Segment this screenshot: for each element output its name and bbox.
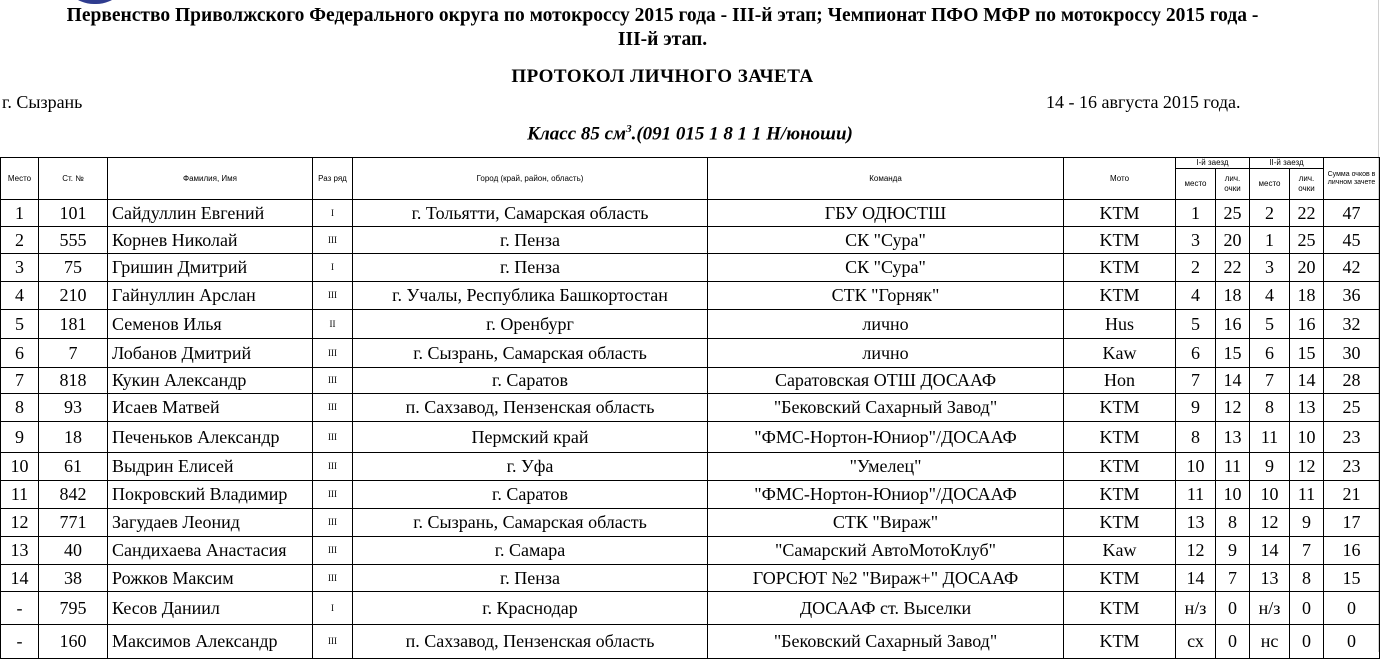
cell-p1: 11: [1176, 481, 1216, 509]
cell-o1: 8: [1216, 509, 1250, 537]
cell-name: Сайдуллин Евгений: [108, 200, 313, 227]
cell-p1: 14: [1176, 565, 1216, 592]
cell-p1: 4: [1176, 282, 1216, 310]
col-number: Ст. №: [39, 158, 108, 200]
cell-rank: I: [313, 200, 353, 227]
cell-moto: Hon: [1064, 368, 1176, 394]
col-race1: I-й заезд: [1176, 158, 1250, 169]
col-name: Фамилия, Имя: [108, 158, 313, 200]
cell-o1: 10: [1216, 481, 1250, 509]
cell-p1: сх: [1176, 625, 1216, 659]
class-heading: [0, 123, 1380, 145]
cell-o1: 12: [1216, 394, 1250, 422]
cell-o2: 11: [1290, 481, 1324, 509]
cell-p2: 13: [1250, 565, 1290, 592]
cell-moto: KTM: [1064, 254, 1176, 282]
cell-p2: 6: [1250, 339, 1290, 368]
cell-team: "Самарский АвтоМотоКлуб": [708, 537, 1064, 565]
cell-o2: 14: [1290, 368, 1324, 394]
cell-moto: Hus: [1064, 310, 1176, 339]
table-row: [1, 592, 1380, 625]
cell-city: г. Тольятти, Самарская область: [353, 200, 708, 227]
cell-o2: 25: [1290, 227, 1324, 254]
cell-team: "Бековский Сахарный Завод": [708, 625, 1064, 659]
cell-name: Печеньков Александр: [108, 422, 313, 453]
table-row: [1, 565, 1380, 592]
cell-city: г. Оренбург: [353, 310, 708, 339]
cell-place: 5: [1, 310, 39, 339]
title-line-1: Первенство Приволжского Федерального округа по мотокроссу 2015 года - III-й этап; Чемпионат ПФО МФР по мотокроссу 2015 года -: [66, 5, 1259, 26]
cell-p2: нс: [1250, 625, 1290, 659]
cell-team: ГОРСЮТ №2 "Вираж+" ДОСААФ: [708, 565, 1064, 592]
cell-city: г. Саратов: [353, 481, 708, 509]
cell-p1: 7: [1176, 368, 1216, 394]
cell-moto: KTM: [1064, 282, 1176, 310]
cell-p2: 14: [1250, 537, 1290, 565]
cell-rank: III: [313, 453, 353, 481]
cell-place: 3: [1, 254, 39, 282]
cell-sum: 0: [1324, 625, 1380, 659]
cell-o1: 16: [1216, 310, 1250, 339]
col-race1-place: место: [1176, 169, 1216, 200]
cell-name: Семенов Илья: [108, 310, 313, 339]
cell-o1: 13: [1216, 422, 1250, 453]
cell-place: 8: [1, 394, 39, 422]
cell-p2: 12: [1250, 509, 1290, 537]
cell-o1: 0: [1216, 625, 1250, 659]
cell-moto: KTM: [1064, 481, 1176, 509]
cell-place: 9: [1, 422, 39, 453]
cell-num: 555: [39, 227, 108, 254]
cell-rank: III: [313, 422, 353, 453]
col-race2-points: лич. очки: [1290, 169, 1324, 200]
cell-city: г. Уфа: [353, 453, 708, 481]
cell-moto: KTM: [1064, 422, 1176, 453]
cell-team: СТК "Горняк": [708, 282, 1064, 310]
cell-sum: 16: [1324, 537, 1380, 565]
cell-name: Загудаев Леонид: [108, 509, 313, 537]
cell-rank: III: [313, 565, 353, 592]
cell-p1: 2: [1176, 254, 1216, 282]
cell-team: лично: [708, 310, 1064, 339]
cell-team: Саратовская ОТШ ДОСААФ: [708, 368, 1064, 394]
col-moto: Мото: [1064, 158, 1176, 200]
cell-moto: KTM: [1064, 625, 1176, 659]
cell-o2: 8: [1290, 565, 1324, 592]
cell-rank: III: [313, 339, 353, 368]
cell-p1: 8: [1176, 422, 1216, 453]
table-row: [1, 339, 1380, 368]
cell-p1: 3: [1176, 227, 1216, 254]
results-body: [1, 200, 1380, 659]
cell-moto: KTM: [1064, 509, 1176, 537]
cell-p1: 10: [1176, 453, 1216, 481]
cell-num: 842: [39, 481, 108, 509]
cell-name: Кукин Александр: [108, 368, 313, 394]
cell-sum: 28: [1324, 368, 1380, 394]
table-row: [1, 227, 1380, 254]
cell-o1: 15: [1216, 339, 1250, 368]
table-row: [1, 481, 1380, 509]
cell-team: СК "Сура": [708, 227, 1064, 254]
cell-city: п. Сахзавод, Пензенская область: [353, 394, 708, 422]
cell-moto: KTM: [1064, 453, 1176, 481]
cell-sum: 42: [1324, 254, 1380, 282]
class-sup: 3: [626, 123, 632, 135]
cell-city: г. Пенза: [353, 254, 708, 282]
cell-num: 181: [39, 310, 108, 339]
cell-place: -: [1, 592, 39, 625]
cell-num: 771: [39, 509, 108, 537]
table-row: [1, 310, 1380, 339]
cell-name: Максимов Александр: [108, 625, 313, 659]
event-city: г. Сызрань: [2, 92, 83, 112]
cell-o1: 0: [1216, 592, 1250, 625]
cell-name: Корнев Николай: [108, 227, 313, 254]
cell-num: 75: [39, 254, 108, 282]
cell-o2: 18: [1290, 282, 1324, 310]
col-race1-points: лич. очки: [1216, 169, 1250, 200]
cell-o2: 20: [1290, 254, 1324, 282]
cell-place: 14: [1, 565, 39, 592]
cell-num: 38: [39, 565, 108, 592]
cell-sum: 23: [1324, 453, 1380, 481]
col-city: Город (край, район, область): [353, 158, 708, 200]
cell-o2: 10: [1290, 422, 1324, 453]
cell-team: лично: [708, 339, 1064, 368]
table-row: [1, 509, 1380, 537]
cell-o2: 15: [1290, 339, 1324, 368]
cell-team: "ФМС-Нортон-Юниор"/ДОСААФ: [708, 422, 1064, 453]
cell-team: ГБУ ОДЮСТШ: [708, 200, 1064, 227]
cell-rank: III: [313, 625, 353, 659]
cell-o2: 0: [1290, 592, 1324, 625]
cell-o1: 22: [1216, 254, 1250, 282]
cell-city: г. Учалы, Республика Башкортостан: [353, 282, 708, 310]
cell-p1: 1: [1176, 200, 1216, 227]
col-place: Место: [1, 158, 39, 200]
cell-p1: 6: [1176, 339, 1216, 368]
cell-num: 210: [39, 282, 108, 310]
table-row: [1, 537, 1380, 565]
cell-p2: 9: [1250, 453, 1290, 481]
cell-name: Сандихаева Анастасия: [108, 537, 313, 565]
cell-name: Гришин Дмитрий: [108, 254, 313, 282]
cell-p1: 12: [1176, 537, 1216, 565]
cell-moto: Kaw: [1064, 339, 1176, 368]
protocol-heading: ПРОТОКОЛ ЛИЧНОГО ЗАЧЕТА: [511, 66, 814, 87]
cell-city: Пермский край: [353, 422, 708, 453]
table-row: [1, 254, 1380, 282]
cell-p1: 5: [1176, 310, 1216, 339]
cell-o2: 22: [1290, 200, 1324, 227]
cell-city: г. Пенза: [353, 565, 708, 592]
cell-sum: 23: [1324, 422, 1380, 453]
cell-sum: 36: [1324, 282, 1380, 310]
cell-rank: III: [313, 368, 353, 394]
cell-city: г. Самара: [353, 537, 708, 565]
cell-num: 101: [39, 200, 108, 227]
cell-o1: 7: [1216, 565, 1250, 592]
cell-sum: 30: [1324, 339, 1380, 368]
cell-sum: 25: [1324, 394, 1380, 422]
cell-team: ДОСААФ ст. Выселки: [708, 592, 1064, 625]
cell-o2: 7: [1290, 537, 1324, 565]
cell-p2: 4: [1250, 282, 1290, 310]
cell-moto: KTM: [1064, 565, 1176, 592]
cell-name: Исаев Матвей: [108, 394, 313, 422]
cell-place: 4: [1, 282, 39, 310]
class-prefix: Класс 85 см: [527, 123, 627, 145]
cell-sum: 45: [1324, 227, 1380, 254]
cell-sum: 21: [1324, 481, 1380, 509]
title-line-2: III-й этап.: [617, 29, 708, 50]
cell-moto: KTM: [1064, 592, 1176, 625]
cell-place: 7: [1, 368, 39, 394]
table-row: [1, 453, 1380, 481]
cell-city: г. Саратов: [353, 368, 708, 394]
cell-moto: KTM: [1064, 200, 1176, 227]
cell-team: "Умелец": [708, 453, 1064, 481]
cell-team: СК "Сура": [708, 254, 1064, 282]
cell-sum: 32: [1324, 310, 1380, 339]
cell-o1: 18: [1216, 282, 1250, 310]
cell-p2: 8: [1250, 394, 1290, 422]
cell-city: г. Сызрань, Самарская область: [353, 339, 708, 368]
cell-place: 13: [1, 537, 39, 565]
cell-o1: 11: [1216, 453, 1250, 481]
cell-moto: Kaw: [1064, 537, 1176, 565]
cell-team: СТК "Вираж": [708, 509, 1064, 537]
cell-p2: н/з: [1250, 592, 1290, 625]
cell-p2: 10: [1250, 481, 1290, 509]
cell-sum: 15: [1324, 565, 1380, 592]
cell-rank: III: [313, 227, 353, 254]
cell-rank: III: [313, 537, 353, 565]
cell-o1: 20: [1216, 227, 1250, 254]
cell-place: -: [1, 625, 39, 659]
class-suffix: .(091 015 1 8 1 1 Н/юноши): [631, 123, 853, 145]
cell-p2: 7: [1250, 368, 1290, 394]
cell-o1: 14: [1216, 368, 1250, 394]
cell-name: Выдрин Елисей: [108, 453, 313, 481]
cell-num: 61: [39, 453, 108, 481]
cell-num: 818: [39, 368, 108, 394]
cell-name: Лобанов Дмитрий: [108, 339, 313, 368]
cell-city: г. Сызрань, Самарская область: [353, 509, 708, 537]
cell-num: 40: [39, 537, 108, 565]
table-row: [1, 394, 1380, 422]
col-rank: Раз ряд: [313, 158, 353, 200]
cell-name: Рожков Максим: [108, 565, 313, 592]
cell-p2: 2: [1250, 200, 1290, 227]
col-sum: Сумма очков в личном зачете: [1324, 158, 1380, 200]
cell-place: 10: [1, 453, 39, 481]
cell-place: 2: [1, 227, 39, 254]
cell-rank: III: [313, 509, 353, 537]
cell-p2: 1: [1250, 227, 1290, 254]
col-race2-place: место: [1250, 169, 1290, 200]
cell-p1: 9: [1176, 394, 1216, 422]
cell-o2: 13: [1290, 394, 1324, 422]
cell-team: "ФМС-Нортон-Юниор"/ДОСААФ: [708, 481, 1064, 509]
cell-place: 11: [1, 481, 39, 509]
cell-rank: III: [313, 394, 353, 422]
col-team: Команда: [708, 158, 1064, 200]
table-row: [1, 422, 1380, 453]
cell-place: 1: [1, 200, 39, 227]
cell-sum: 0: [1324, 592, 1380, 625]
cell-rank: I: [313, 254, 353, 282]
cell-sum: 47: [1324, 200, 1380, 227]
cell-o1: 25: [1216, 200, 1250, 227]
cell-o2: 12: [1290, 453, 1324, 481]
cell-city: г. Пенза: [353, 227, 708, 254]
cell-num: 795: [39, 592, 108, 625]
cell-moto: KTM: [1064, 227, 1176, 254]
document-title: [0, 4, 1325, 52]
cell-p2: 3: [1250, 254, 1290, 282]
cell-city: г. Краснодар: [353, 592, 708, 625]
cell-name: Покровский Владимир: [108, 481, 313, 509]
table-row: [1, 282, 1380, 310]
cell-o2: 16: [1290, 310, 1324, 339]
cell-place: 6: [1, 339, 39, 368]
cell-num: 160: [39, 625, 108, 659]
results-table: [0, 157, 1380, 659]
cell-rank: II: [313, 310, 353, 339]
cell-o2: 9: [1290, 509, 1324, 537]
cell-p2: 5: [1250, 310, 1290, 339]
cell-p1: н/з: [1176, 592, 1216, 625]
cell-team: "Бековский Сахарный Завод": [708, 394, 1064, 422]
table-row: [1, 368, 1380, 394]
cell-o1: 9: [1216, 537, 1250, 565]
cell-o2: 0: [1290, 625, 1324, 659]
cell-num: 18: [39, 422, 108, 453]
cell-name: Кесов Даниил: [108, 592, 313, 625]
cell-place: 12: [1, 509, 39, 537]
cell-name: Гайнуллин Арслан: [108, 282, 313, 310]
col-race2: II-й заезд: [1250, 158, 1324, 169]
cell-p2: 11: [1250, 422, 1290, 453]
event-dates: 14 - 16 августа 2015 года.: [1046, 92, 1241, 112]
cell-city: п. Сахзавод, Пензенская область: [353, 625, 708, 659]
cell-num: 93: [39, 394, 108, 422]
cell-p1: 13: [1176, 509, 1216, 537]
cell-moto: KTM: [1064, 394, 1176, 422]
cell-sum: 17: [1324, 509, 1380, 537]
cell-rank: III: [313, 282, 353, 310]
cell-rank: I: [313, 592, 353, 625]
table-row: [1, 625, 1380, 659]
table-row: [1, 200, 1380, 227]
cell-num: 7: [39, 339, 108, 368]
cell-rank: III: [313, 481, 353, 509]
